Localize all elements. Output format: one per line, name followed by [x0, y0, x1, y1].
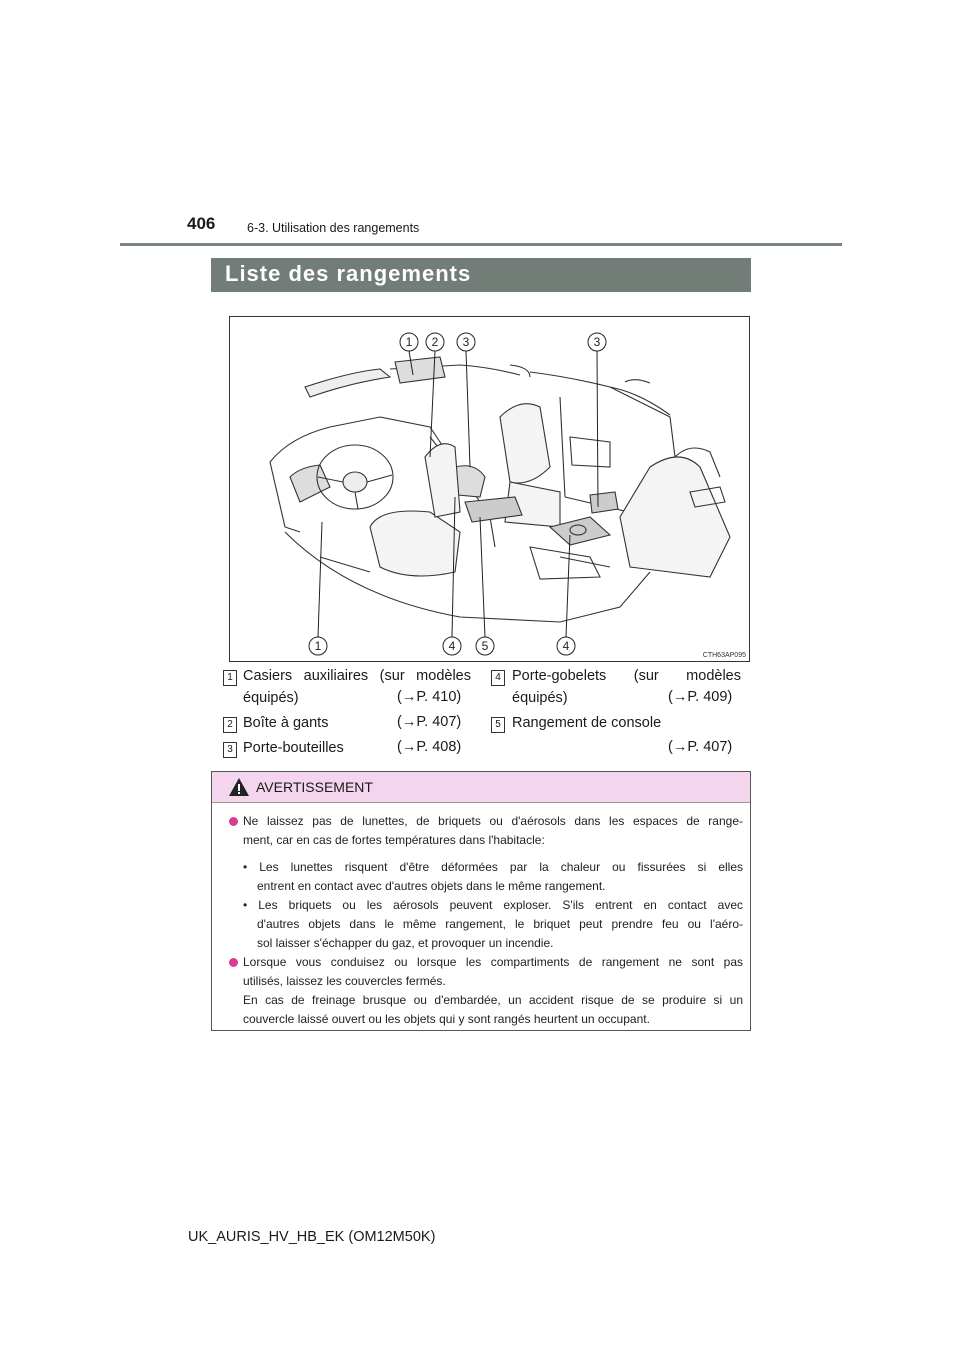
legend-ref-5: (→P. 407) [668, 739, 733, 755]
legend-ref-1: (→P. 410) [397, 689, 462, 705]
legend-label-2: Boîte à gants [243, 715, 329, 731]
callout-bottom-1-label: 1 [314, 639, 322, 653]
legend-label-5: Rangement de console [512, 715, 662, 731]
footer-model-code: UK_AURIS_HV_HB_EK (OM12M50K) [188, 1229, 436, 1245]
callout-bottom-3-label: 5 [481, 639, 489, 653]
warning-bullet2-line2: utilisés, laissez les couvercles fermés. [243, 974, 446, 988]
legend-num-2: 2 [223, 717, 237, 733]
warning-triangle-icon [228, 777, 250, 797]
callout-bottom-2-label: 4 [448, 639, 456, 653]
car-interior-illustration [230, 317, 751, 663]
section-title: 6-3. Utilisation des rangements [247, 221, 420, 235]
warning-header [212, 772, 750, 803]
bullet-icon [229, 817, 238, 826]
legend-num-1: 1 [223, 670, 237, 686]
callout-top-3-label: 3 [462, 335, 470, 349]
legend-label-1: Casiers auxiliaires (sur modèles [243, 668, 471, 684]
legend-num-3: 3 [223, 742, 237, 758]
callout-bottom-4-label: 4 [562, 639, 570, 653]
warning-bullet2-line1: Lorsque vous conduisez ou lorsque les compartiments de rangement ne sont pas [243, 955, 743, 969]
legend-ref-4: (→P. 409) [668, 689, 733, 705]
legend-ref-2: (→P. 407) [397, 714, 462, 730]
figure-code: CTH63AP095 [702, 652, 746, 659]
title-bar [211, 258, 751, 292]
warning-bullet2-line3: En cas de freinage brusque ou d'embardée, un accident risque de se produire si un [243, 993, 743, 1007]
car-interior-figure [229, 316, 750, 662]
warning-box [211, 771, 751, 1031]
legend-label-3: Porte-bouteilles [243, 740, 344, 756]
legend-num-4: 4 [491, 670, 505, 686]
page-title: Liste des rangements [225, 261, 472, 286]
warning-sub1-line2: entrent en contact avec d'autres objets dans le même rangement. [257, 879, 606, 893]
page-number: 406 [187, 214, 216, 233]
bullet-icon [229, 958, 238, 967]
warning-sub2-line2: d'autres objets dans le même rangement, le briquet peut prendre feu ou l'aéro- [257, 917, 743, 931]
legend-ref-3: (→P. 408) [397, 739, 462, 755]
header-rule [120, 243, 842, 246]
warning-title: AVERTISSEMENT [256, 779, 373, 795]
warning-sub2-line1: • Les briquets ou les aérosols peuvent exploser. S'ils entrent en contact avec [243, 898, 743, 912]
callout-top-4-label: 3 [593, 335, 601, 349]
callout-top-1-label: 1 [405, 335, 413, 349]
warning-sub1-line1: • Les lunettes risquent d'être déformées par la chaleur ou fissurées si elles [243, 860, 743, 874]
warning-bullet2-line4: couvercle laissé ouvert ou les objets qui y sont rangés heurtent un occupant. [243, 1012, 650, 1026]
warning-bullet1-line1: Ne laissez pas de lunettes, de briquets ou d'aérosols dans les espaces de range- [243, 814, 743, 828]
legend-num-5: 5 [491, 717, 505, 733]
warning-bullet1-line2: ment, car en cas de fortes températures dans l'habitacle: [243, 833, 545, 847]
warning-sub2-line3: sol laisser s'échapper du gaz, et provoquer un incendie. [257, 936, 554, 950]
callout-top-2-label: 2 [431, 335, 439, 349]
legend-label-4-line2: équipés) [512, 690, 568, 706]
legend-label-1-line2: équipés) [243, 690, 299, 706]
legend-label-4: Porte-gobelets (sur modèles [512, 668, 741, 684]
